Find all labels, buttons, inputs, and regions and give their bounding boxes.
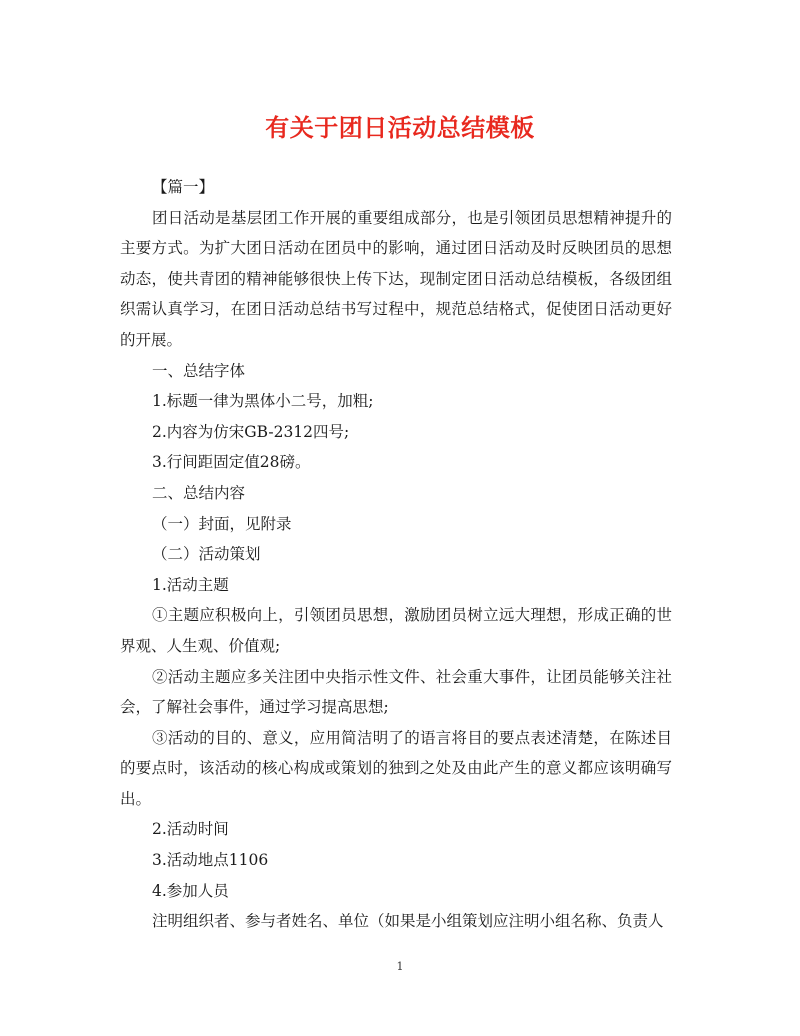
section-heading: 一、总结字体: [152, 361, 246, 380]
list-item: 4.参加人员: [152, 881, 229, 900]
document-body: [120, 172, 672, 937]
body-paragraph: 注明组织者、参与者姓名、单位（如果是小组策划应注明小组名称、负责人: [152, 912, 664, 931]
list-item: 2.内容为仿宋GB-2312四号;: [152, 422, 350, 441]
intro-paragraph: 团日活动是基层团工作开展的重要组成部分，也是引领团员思想精神提升的主要方式。为扩大团日活动在团员中的影响，通过团日活动及时反映团员的思想动态，使共青团的精神能够很快上传下达，现制定团日活动总结模板，各级团组织需认真学习，在团日活动总结书写过程中，规范总结格式，促使团日活动更好的开展。: [120, 208, 672, 349]
section-heading: 二、总结内容: [152, 483, 246, 502]
subsection-heading: （二）活动策划: [152, 545, 261, 564]
list-item: 1.标题一律为黑体小二号，加粗;: [152, 392, 374, 411]
document-title: 有关于团日活动总结模板: [265, 113, 535, 142]
body-paragraph: ②活动主题应多关注团中央指示性文件、社会重大事件，让团员能够关注社会，了解社会事件，通过学习提高思想;: [120, 667, 672, 717]
body-paragraph: ③活动的目的、意义，应用简洁明了的语言将目的要点表述清楚，在陈述目的要点时，该活动的核心构成或策划的独到之处及由此产生的意义都应该明确写出。: [120, 728, 672, 808]
list-item: 2.活动时间: [152, 820, 229, 839]
list-item: 3.活动地点1106: [152, 851, 269, 870]
section-tag: 【篇一】: [152, 178, 215, 196]
list-item: 3.行间距固定值28磅。: [152, 453, 311, 472]
list-item: 1.活动主题: [152, 575, 229, 594]
page-number: 1: [396, 960, 404, 973]
subsection-heading: （一）封面，见附录: [152, 514, 292, 533]
body-paragraph: ①主题应积极向上，引领团员思想，激励团员树立远大理想，形成正确的世界观、人生观、价值观;: [120, 606, 672, 655]
